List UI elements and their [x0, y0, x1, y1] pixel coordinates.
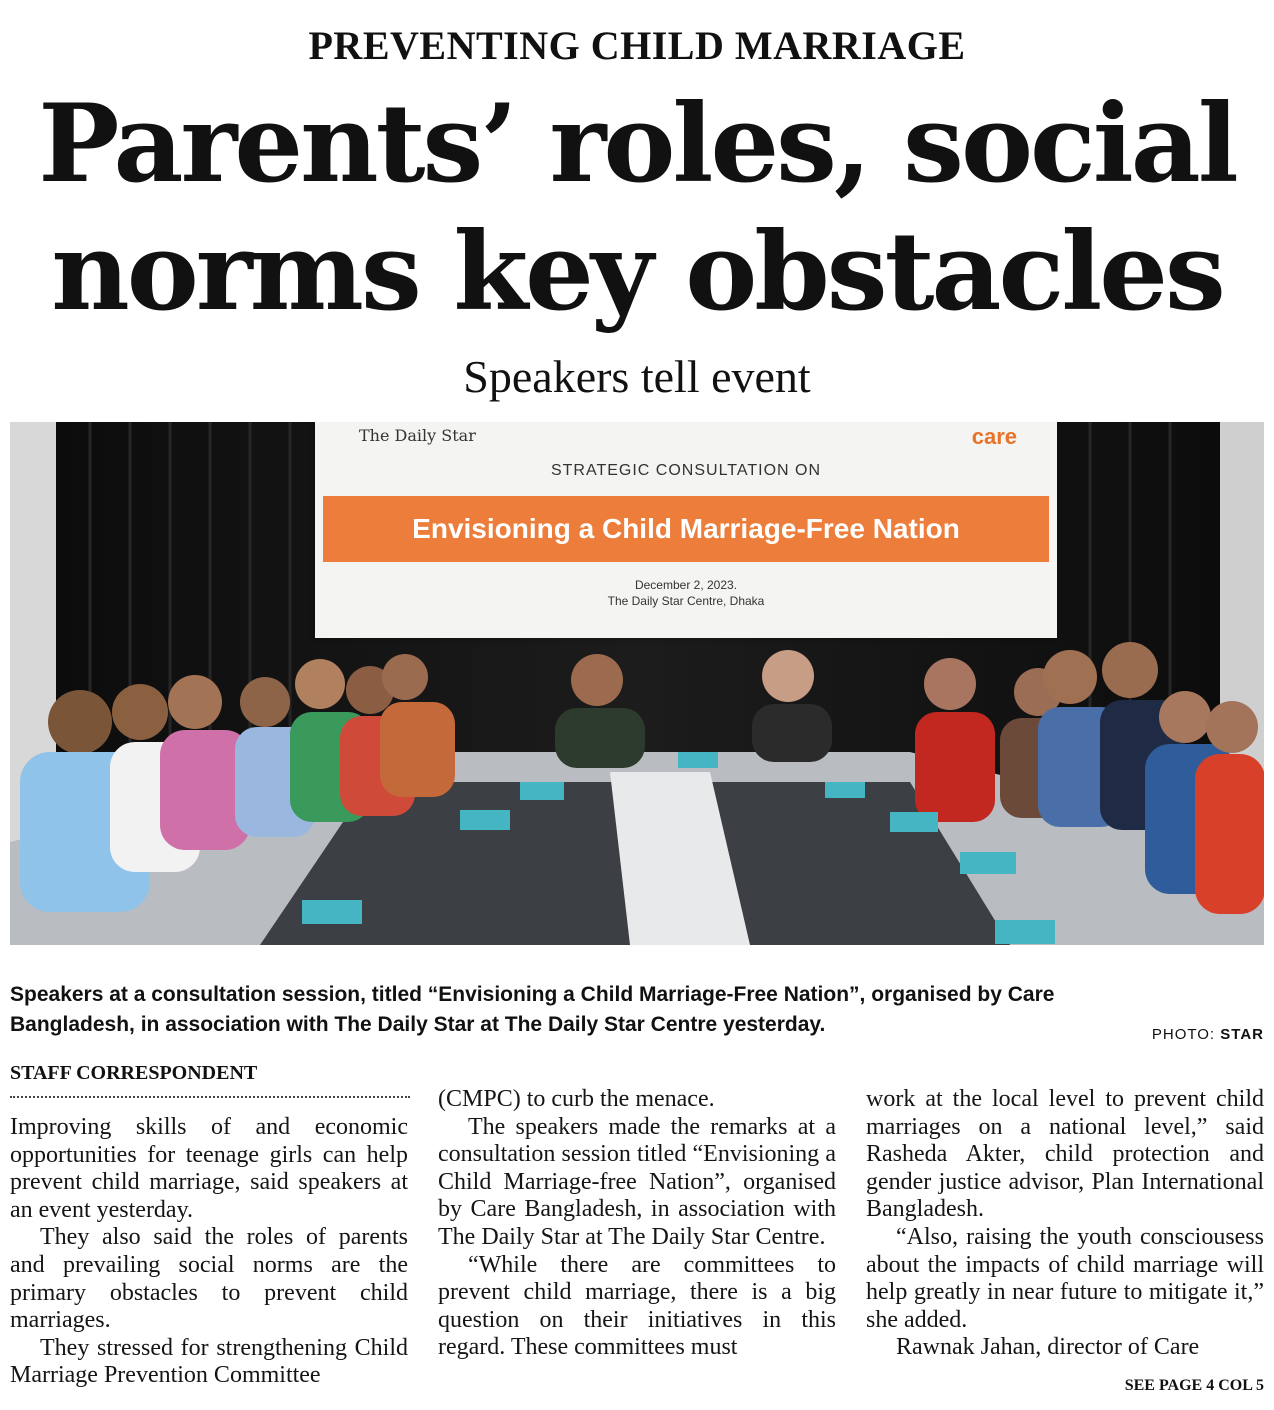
deck: Speakers tell event: [463, 351, 811, 402]
photo-credit-source: STAR: [1220, 1026, 1264, 1043]
daily-star-logo: The Daily Star: [359, 426, 476, 445]
body-column-3: [866, 1086, 1264, 1362]
paragraph: (CMPC) to curb the menace.: [438, 1086, 715, 1112]
jump-line: SEE PAGE 4 COL 5: [1124, 1377, 1264, 1394]
event-photo: [10, 422, 1264, 945]
paragraph: They also said the roles of parents and prevailing social norms are the primary obstacles to prevent child marriages.: [10, 1224, 408, 1334]
paragraph: “While there are committees to prevent child marriage, there is a big question on their initiatives in this regard. These committees must: [438, 1251, 836, 1361]
byline: STAFF CORRESPONDENT: [10, 1062, 258, 1084]
banner-title: Envisioning a Child Marriage-Free Nation: [323, 496, 1049, 562]
care-logo: care: [971, 424, 1017, 449]
banner-venue: The Daily Star Centre, Dhaka: [607, 594, 765, 608]
photo-credit: [1152, 1026, 1264, 1043]
paragraph: Rawnak Jahan, director of Care: [896, 1334, 1200, 1361]
paragraph: “Also, raising the youth consciousess about the impacts of child marriage will help greatly in near future to mitigate it,” she added.: [866, 1223, 1264, 1333]
kicker: PREVENTING CHILD MARRIAGE: [308, 23, 966, 68]
paragraph: work at the local level to prevent child marriages on a national level,” said Rasheda Akter, child protection and gender justice advisor, Plan International Bangladesh.: [866, 1086, 1264, 1223]
event-banner: [315, 422, 1057, 638]
banner-subtitle: STRATEGIC CONSULTATION ON: [550, 462, 822, 479]
byline-divider: [10, 1096, 410, 1098]
banner-date: December 2, 2023.: [634, 578, 738, 592]
photo-caption: Speakers at a consultation session, titled “Envisioning a Child Marriage-Free Nation”, organised by Care Bangladesh, in association with The Daily Star at The Daily Star Centre yesterday.: [10, 983, 1055, 1036]
headline: [0, 80, 1274, 336]
paragraph: They stressed for strengthening Child Marriage Prevention Committee: [10, 1334, 408, 1389]
paragraph: Improving skills of and economic opportunities for teenage girls can help prevent child marriage, said speakers at an event yesterday.: [10, 1114, 408, 1223]
photo-credit-label: PHOTO:: [1151, 1026, 1216, 1043]
paragraph: The speakers made the remarks at a consultation session titled “Envisioning a Child Marriage-free Nation”, organised by Care Bangladesh, in association with The Daily Star at The Daily Star Centre.: [438, 1113, 836, 1250]
body-column-1: [10, 1114, 408, 1390]
body-column-2: [438, 1086, 836, 1362]
headline-line-1: Parents’ roles, social: [38, 81, 1236, 207]
headline-line-2: norms key obstacles: [51, 209, 1223, 335]
